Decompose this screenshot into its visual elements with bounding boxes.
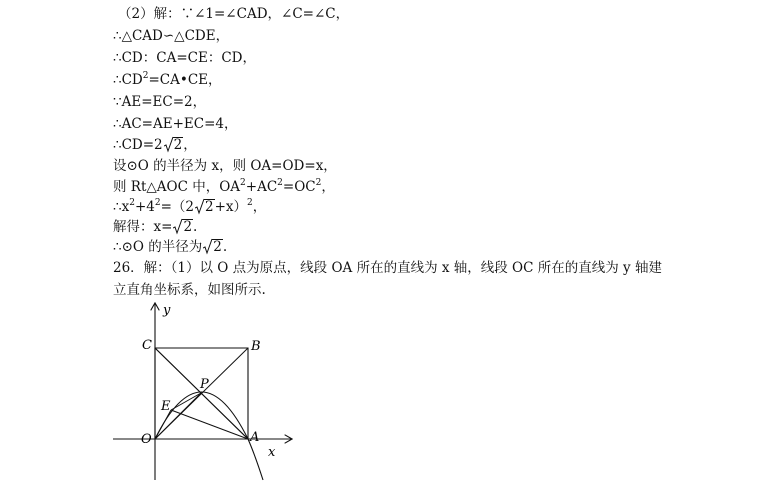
text-line-6: ∴AC=AE+EC=4， [113, 116, 238, 132]
text-line-9: 则 Rt△AOC 中，$OA^2+AC^2=OC^2$， [113, 178, 335, 195]
sqrt-symbol: 2 [173, 218, 193, 236]
segment-ap [201, 393, 248, 439]
text-line-10: $\therefore x^2+4^2=(2$ 2+x）$^2$， [113, 198, 267, 215]
label-o: O [141, 432, 152, 447]
label-a: A [250, 430, 260, 445]
text-line-7: ∴CD=2 2， [113, 137, 197, 153]
segment-ae [171, 410, 248, 439]
sqrt-symbol: 2 [195, 198, 215, 216]
sqrt-symbol: 2 [164, 136, 184, 154]
text-line-11: 解得：x= 2. [113, 219, 198, 235]
text-line-14: 立直角坐标系，如图所示. [113, 282, 266, 298]
coordinate-figure [105, 298, 305, 483]
label-e: E [161, 399, 171, 414]
text-line-5: ∵AE=EC=2， [113, 94, 207, 110]
text-line-12: ∴⊙O 的半径为 2. [113, 239, 228, 255]
text-line-8: 设⊙O 的半径为 x，则 OA=OD=x， [113, 158, 337, 174]
text-line-2: ∴△CAD∽△CDE， [113, 28, 230, 44]
label-x: x [268, 445, 276, 460]
label-b: B [251, 339, 261, 354]
text-line-3: ∴CD：CA=CE：CD， [113, 50, 256, 66]
label-y: y [163, 303, 171, 318]
text-line-13: 26．解：（1）以 O 点为原点，线段 OA 所在的直线为 x 轴，线段 OC 所在的直线为 y 轴建 [113, 260, 662, 276]
label-p: P [200, 377, 209, 392]
text-line-4: $\therefore CD^2=CA•CE$， [113, 71, 222, 88]
text-line-1: （2）解：∵∠1=∠CAD，∠C=∠C， [118, 6, 350, 22]
segment-cp [155, 348, 201, 393]
parabola [155, 392, 263, 480]
sqrt-symbol: 2 [203, 238, 223, 256]
label-c: C [142, 338, 152, 353]
